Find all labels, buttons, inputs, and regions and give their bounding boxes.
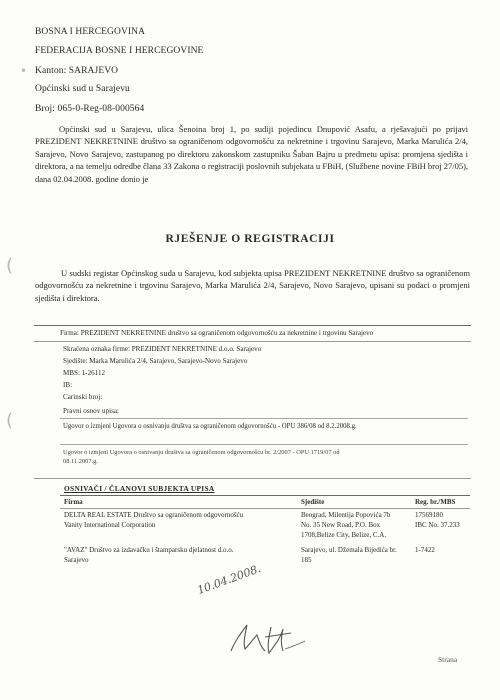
table-cell-firma: Vanity International Corporation	[64, 521, 156, 529]
column-header-reg: Reg. br./MBS	[415, 498, 456, 506]
column-header-firma: Firma	[64, 498, 83, 506]
handwritten-date: 10.04.2008.	[195, 562, 263, 597]
table-cell-firma: "AVAZ" Društvo za izdavačku i štamparsku djelatnost d.o.o.	[64, 546, 234, 554]
page-footer-label: Strana	[438, 655, 458, 664]
table-cell-seat: Beograd, Milentija Popovića 7b	[301, 511, 391, 519]
table-cell-seat: No. 35 New Road, P.O. Box	[301, 521, 381, 529]
detail-ib: IB:	[63, 381, 73, 389]
hole-punch-mark: (	[6, 255, 14, 276]
table-rule	[60, 508, 470, 509]
table-cell-seat: 1708,Belize City, Belize, C.A.	[301, 531, 387, 539]
column-header-seat: Sjedište	[301, 498, 325, 506]
table-cell-reg: 1-7422	[415, 546, 435, 554]
detail-seat: Sjedište: Marka Marulića 2/4, Sarajevo, Sarajevo-Novo Sarajevo	[63, 357, 248, 365]
header-court: Općinski sud u Sarajevu	[35, 84, 130, 94]
divider	[60, 418, 468, 419]
table-cell-reg: IBC No. 37.233	[415, 521, 460, 529]
header-case-number: Broj: 065-0-Reg-08-000564	[35, 104, 145, 114]
document-title: RJEŠENJE O REGISTRACIJI	[165, 233, 335, 245]
table-cell-firma: DELTA REAL ESTATE Društvo sa ograničenom odgovornošću	[64, 511, 244, 519]
table-cell-firma: Sarajevo	[64, 556, 89, 564]
detail-short-name: Skraćena oznaka firme: PREZIDENT NEKRETNINE d.o.o. Sarajevo	[63, 345, 262, 353]
detail-contract-2: Ugovor o izmjeni Ugovora o osnivanju društva sa ograničenom odgovornošću br. 2/2007 - OPU 1719/07 od	[63, 449, 340, 456]
divider	[60, 444, 468, 445]
handwritten-signature	[225, 615, 315, 660]
hole-punch-mark: (	[6, 410, 14, 431]
detail-contract-2-date: 08.11.2007.g.	[63, 458, 98, 465]
table-cell-reg: 17569180	[415, 511, 443, 519]
detail-mbs: MBS: 1-26112	[63, 369, 106, 377]
detail-legal-basis: Pravni osnov upisa:	[63, 407, 119, 415]
header-federation: FEDERACIJA BOSNE I HERCEGOVINE	[35, 46, 204, 56]
detail-customs-number: Carinski broj:	[63, 393, 103, 401]
divider	[34, 478, 471, 479]
scan-mark: •	[20, 64, 28, 78]
divider	[34, 325, 471, 326]
body-paragraph: U sudski registar Općinskog suda u Sarajevu, kod subjekta upisa PREZIDENT NEKRETNINE društvo sa ograničenom odgovornošću za nekretnine i trgovinu Sarajevo, Marka Marulića 2/4, Sarajevo, Novo Sarajevo, upisani su podaci o promjeni sjedišta i direktora.	[35, 268, 470, 303]
divider	[34, 341, 471, 342]
table-cell-seat: 185	[301, 556, 312, 564]
table-cell-seat: Sarajevo, ul. Džemala Bijedića br.	[301, 546, 397, 554]
detail-contract-1: Ugovor o izmjeni Ugovora o osnivanju društva sa ograničenom odgovornošću - OPU 386/08 od 8.2.2008.g.	[63, 423, 357, 430]
detail-firma: Firma: PREZIDENT NEKRETNINE društvo sa ograničenom odgovornošću za nekretnine i trgovinu Sarajevo	[60, 329, 374, 337]
header-country: BOSNA I HERCEGOVINA	[35, 27, 146, 37]
header-canton: Kanton: SARAJEVO	[35, 66, 119, 76]
table-rule	[60, 495, 470, 496]
founders-heading: OSNIVAČI / ČLANOVI SUBJEKTA UPISA	[64, 484, 215, 493]
intro-paragraph: Općinski sud u Sarajevu, ulica Šenoina broj 1, po sudiji pojedincu Dnupović Asafu, a rješavajući po prijavi PREZIDENT NEKRETNINE društvo sa ograničenom odgovornošću za nekretnine i trgovinu Sarajevo, Marka Marulića 2/4, Sarajevo, Novo Sarajevo, zastupanog po direktoru zakonskom zastupniku Šaban Bajru u predmetu upisa: promjena sjedišta i direktora, a na temelju odredbe člana 33 Zakona o registraciji poslovnih subjekata u FBiH, (Službene novine FBiH broj 27/05), dana 02.04.2008. godine donio je	[35, 124, 468, 184]
